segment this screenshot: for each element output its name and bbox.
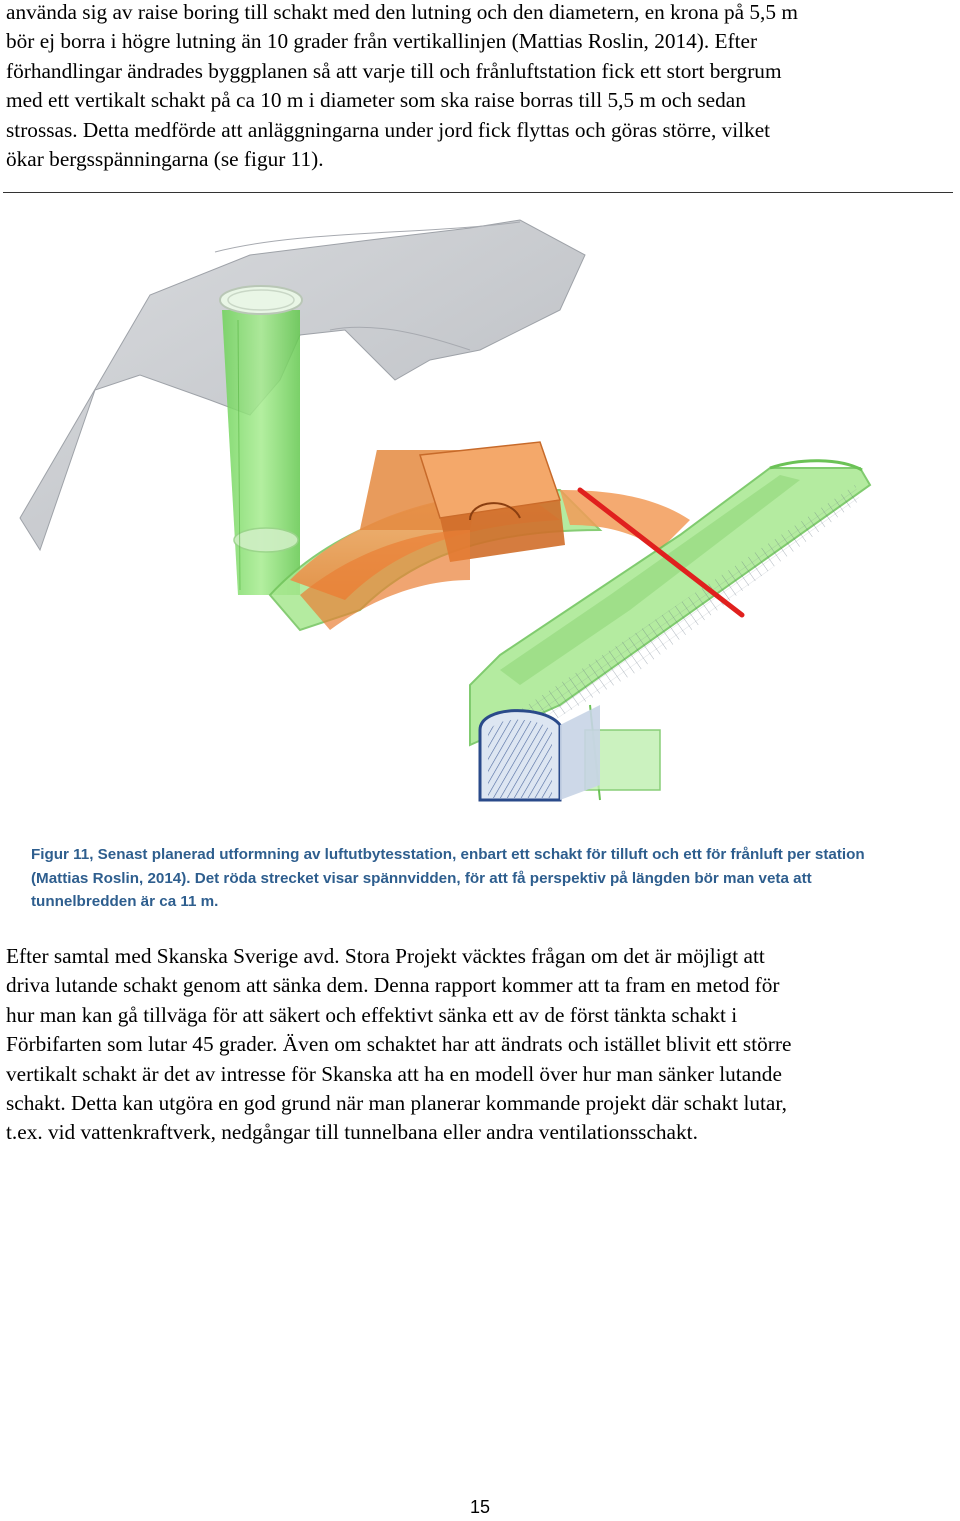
figure-11-illustration xyxy=(0,200,960,840)
caption-line: (Mattias Roslin, 2014). Det röda strecket visar spännvidden, för att få perspektiv på längden bör man veta att xyxy=(31,869,812,887)
text-line: t.ex. vid vattenkraftverk, nedgångar till tunnelbana eller andra ventilationsschakt. xyxy=(6,1120,698,1145)
figure-caption xyxy=(31,843,956,914)
tilluft-shaft xyxy=(220,286,302,595)
conclusion-paragraph xyxy=(6,942,952,1148)
text-line: hur man kan gå tillväga för att säkert och effektivt sänka ett av de först tänkta schakt i xyxy=(6,1002,738,1027)
text-line: Efter samtal med Skanska Sverige avd. Stora Projekt väcktes frågan om det är möjligt att xyxy=(6,944,765,968)
intro-paragraph xyxy=(6,0,952,174)
text-line: bör ej borra i högre lutning än 10 grader från vertikallinjen (Mattias Roslin, 2014). Efter xyxy=(6,29,758,54)
text-line: Förbifarten som lutar 45 grader. Även om schaktet har att ändrats och istället blivit ett större xyxy=(6,1032,792,1057)
text-line: ökar bergsspänningarna (se figur 11). xyxy=(6,147,324,172)
text-line: strossas. Detta medförde att anläggningarna under jord fick flyttas och göras större, vilket xyxy=(6,117,771,142)
text-line: driva lutande schakt genom att sänka dem. Denna rapport kommer att ta fram en metod för xyxy=(6,973,780,998)
station-3d-model xyxy=(0,200,960,840)
page-number: 15 xyxy=(469,1497,491,1517)
separator-line xyxy=(3,192,953,193)
text-line: med ett vertikalt schakt på ca 10 m i diameter som ska raise borras till 5,5 m och sedan xyxy=(6,88,746,113)
text-line: förhandlingar ändrades byggplanen så att varje till och frånluftstation fick ett stort bergrum xyxy=(6,58,782,83)
caption-line: Figur 11, Senast planerad utformning av luftutbytesstation, enbart ett schakt för tilluft och ett för frånluft per station xyxy=(31,846,865,863)
caption-line: tunnelbredden är ca 11 m. xyxy=(31,893,219,910)
text-line: vertikalt schakt är det av intresse för Skanska att ha en modell över hur man sänker lutande xyxy=(6,1061,782,1086)
text-line: schakt. Detta kan utgöra en god grund när man planerar kommande projekt där schakt lutar, xyxy=(6,1091,787,1116)
text-line: använda sig av raise boring till schakt med den lutning och den diametern, en krona på 5,5 m xyxy=(6,0,798,24)
